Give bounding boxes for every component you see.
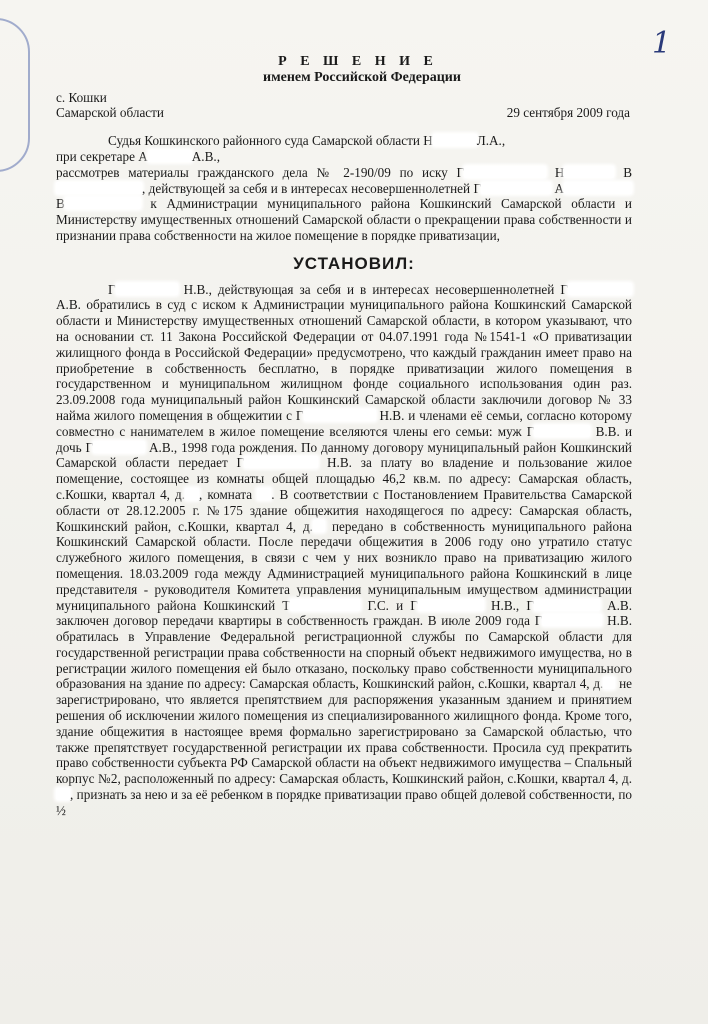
redaction xyxy=(93,441,145,453)
redaction xyxy=(564,166,614,178)
handwritten-page-number: 1 xyxy=(652,26,672,61)
redaction xyxy=(304,409,376,421)
redaction xyxy=(56,182,142,194)
intro-case-initial-3: Г xyxy=(473,180,482,196)
redaction xyxy=(564,182,632,194)
place-line-2: Самарской области xyxy=(56,105,164,121)
redaction xyxy=(534,599,600,611)
established-heading: УСТАНОВИЛ: xyxy=(293,253,415,273)
redaction xyxy=(542,614,602,626)
redaction xyxy=(65,197,141,209)
redaction xyxy=(185,488,199,500)
body-text-m: А.В. заключен договор передачи квартиры в собственность граждан. В июле 2009 года Г xyxy=(56,597,633,629)
body-text-d: Н.В. и членами её семьи, согласно которому совместно с нанимателем в жилое помещение вселяются члены его семьи: муж Г xyxy=(56,407,632,439)
document-content xyxy=(56,54,632,819)
place-date-row xyxy=(56,105,632,121)
body-text-a: Г xyxy=(108,281,116,297)
body-text-g: Н.В. за плату во владение и пользование жилое помещение, состоящее из комнаты общей площадью 46,2 кв.м. по адресу: Самарская область, с.Кошки, квартал 4, д. xyxy=(56,455,632,502)
body-text-n: Н.В. обратилась в Управление Федеральной регистрационной службы по Самарской области для государственной регистрации права собственности на спорный объект недвижимого имущества, но в регистрации жилого помещения ей было отказано, поскольку право собственности муниципального образования на здание по адресу: Самарская область, Кошкинский район, с.Кошки, квартал 4, д. xyxy=(56,613,632,692)
redaction xyxy=(568,283,632,295)
body-text-f: А.В., 1998 года рождения. По данному договору муниципальный район Кошкинский Самарской области передает Г xyxy=(56,439,632,471)
redaction xyxy=(313,520,325,532)
redaction xyxy=(148,150,192,162)
body-text-p: , признать за нею и за её ребенком в порядке приватизации право общей долевой собственности, по ½ xyxy=(56,787,632,818)
redaction xyxy=(418,599,484,611)
intro-case-text-2: , действующей за себя и в интересах несовершеннолетней xyxy=(142,180,471,196)
intro-case-paragraph xyxy=(56,165,632,244)
place-line-1: с. Кошки xyxy=(56,89,107,105)
body-text-k: Г.С. и Г xyxy=(367,597,418,613)
intro-secretary-text: при секретаре А xyxy=(56,148,148,164)
body-text-j: передано в собственность муниципального района Кошкинский Самарской области. После передачи общежития в 2006 году оно утратило статус служебного жилого помещения, в связи с чем у них возникло право на приватизацию жилого помещения. 18.03.2009 года между Администрацией муниципального района Кошкинский в лице представителя - руководителя Комитета управления муниципальным имуществом администрации муниципального района Кошкинский Т xyxy=(56,518,632,613)
body-text-e: В.В. и дочь Г xyxy=(56,423,633,455)
intro-judge-initials: Л.А., xyxy=(476,133,506,149)
document-title: Р Е Ш Е Н И Е xyxy=(278,54,438,69)
redaction xyxy=(290,599,360,611)
redaction xyxy=(464,166,546,178)
intro-case-initial-5: В xyxy=(56,196,65,212)
document-subtitle: именем Российской Федерации xyxy=(263,69,461,85)
body-text-o: не зарегистрировано, что является препятствием для распоряжения указанным зданием и принятием решения об исключении жилого помещения из специализированного жилищного фонда. Кроме того, здание общежития в настоящее время формально зарегистрировано за Самарской областью, что также препятствует государственной регистрации их права собственности. Просила суд прекратить право собственности субъекта РФ Самарской области на объект недвижимого имущества – Спальный корпус №2, расположенный по адресу: Самарская область, Кошкинский район, с.Кошки, квартал 4, д. xyxy=(56,676,632,787)
intro-case-initial-4: А xyxy=(554,180,565,196)
intro-case-initial: Н xyxy=(554,164,565,180)
redaction xyxy=(56,788,70,800)
redaction xyxy=(433,134,477,146)
body-text-c: А.В. обратились в суд с иском к Администрации муниципального района Кошкинский Самарской области и Министерству имущественных отношений Самарской области, в котором указывают, что на основании ст. 11 Закона Российской Федерации от 04.07.1991 года №1541-1 «О приватизации жилищного фонда в Российской Федерации» предусмотрено, что каждый гражданин имеет право на приобретение в собственность бесплатно, в порядке приватизации жилого помещения в государственном и муниципальном жилищном фонде социального использования один раз. 23.09.2008 года муниципальный район Кошкинский Самарской области заключили договор № 33 найма жилого помещения в общежитии с Г xyxy=(56,297,632,423)
body-text-l: Н.В., Г xyxy=(491,597,534,613)
intro-case-text: рассмотрев материалы гражданского дела № 2-190/09 по иску Г xyxy=(56,164,465,180)
intro-secretary-initials: А.В., xyxy=(191,148,220,164)
body-paragraph xyxy=(56,282,632,819)
decision-date: 29 сентября 2009 года xyxy=(506,105,630,121)
intro-case-initial-2: В xyxy=(623,164,633,180)
redaction xyxy=(257,488,271,500)
court-stamp xyxy=(0,18,30,172)
body-text-i: . В соответствии с Постановлением Правительства Самарской области от 28.12.2005 г. №175 здание общежития находящегося по адресу: Самарская область, Кошкинский район, с.Кошки, квартал 4, д. xyxy=(56,486,632,534)
intro-case-text-3: к Администрации муниципального района Кошкинский Самарской области и Министерству имущественных отношений Самарской области о прекращении права собственности и признании права собственности на жилое помещение в порядке приватизации, xyxy=(56,196,632,243)
intro-secretary-line xyxy=(56,149,632,165)
redaction xyxy=(116,283,178,295)
body-text-b: Н.В., действующая за себя и в интересах несовершеннолетней Г xyxy=(183,281,568,297)
redaction xyxy=(603,677,615,689)
intro-judge-line xyxy=(56,133,632,149)
redaction xyxy=(481,182,551,194)
redaction xyxy=(244,456,318,468)
intro-judge-text: Судья Кошкинского районного суда Самарской области Н xyxy=(108,133,433,149)
body-text-h: , комната xyxy=(199,486,253,502)
redaction xyxy=(534,425,590,437)
